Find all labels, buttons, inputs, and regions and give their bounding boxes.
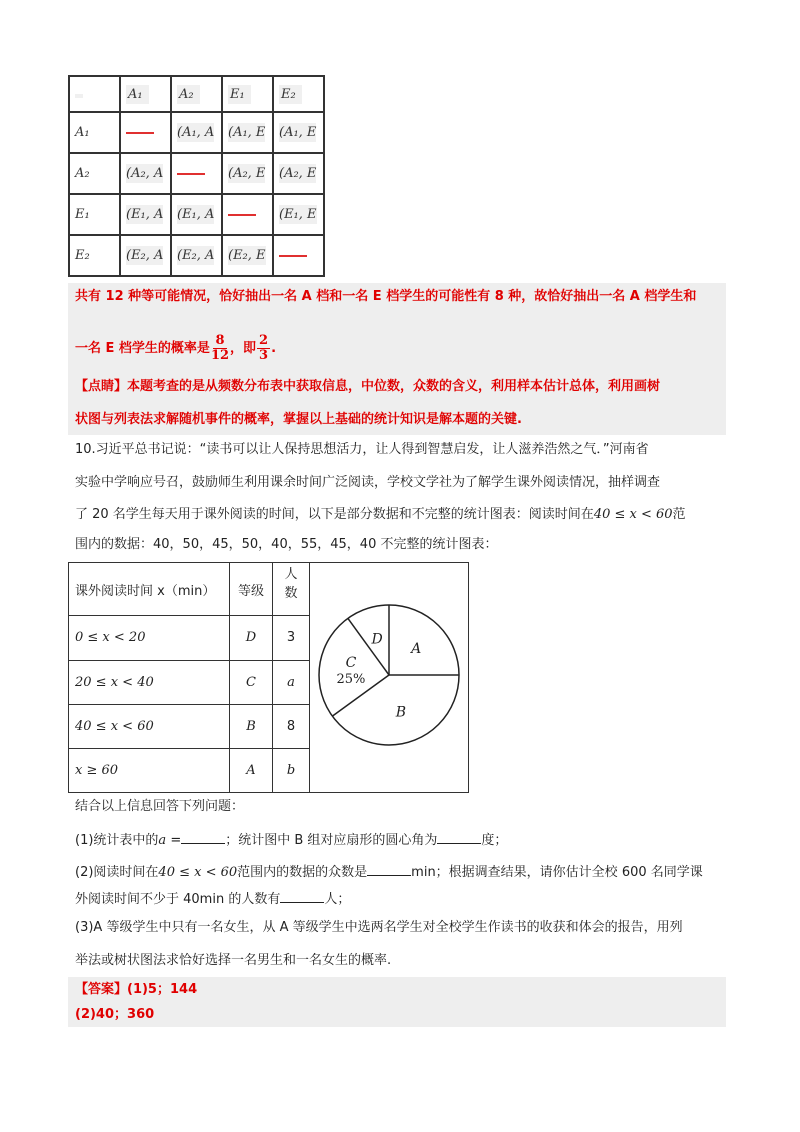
answer-blank	[280, 888, 324, 903]
range-expression: 40 ≤ x < 60	[593, 507, 673, 522]
matrix-cell: (E₂, A	[171, 235, 222, 276]
matrix-row-header: E₁	[69, 194, 120, 235]
range-cell: x ≥ 60	[69, 748, 230, 792]
matrix-col-header: E₁	[222, 76, 273, 112]
matrix-cell: (E₂, E	[222, 235, 273, 276]
answer-2: (2)40；360	[75, 1007, 155, 1022]
pie-label-c: C	[345, 654, 357, 671]
matrix-cell	[222, 194, 273, 235]
dash-mark	[126, 132, 154, 134]
range-cell: 20 ≤ x < 40	[69, 660, 230, 704]
answer-line-1: 共有 12 种等可能情况，恰好抽出一名 A 档和一名 E 档学生的可能性有 8 种，故恰好抽出一名 A 档学生和	[75, 289, 697, 304]
sub-question-3-line-2: 举法或树状图法求恰好选择一名男生和一名女生的概率.	[75, 953, 392, 968]
matrix-cell: (E₁, E	[273, 194, 324, 235]
pie-chart	[310, 563, 468, 788]
matrix-cell: (A₁, E	[273, 112, 324, 153]
pie-label-b: B	[395, 704, 407, 721]
question-line-1: 10.习近平总书记说：“读书可以让人保持思想活力，让人得到智慧启发，让人滋养浩然之气．”河南省	[75, 442, 649, 457]
comment-line-2: 状图与列表法求解随机事件的概率，掌握以上基础的统计知识是解本题的关键.	[75, 412, 522, 427]
range-cell: 40 ≤ x < 60	[69, 704, 230, 748]
sub-question-2: (2)阅读时间在40 ≤ x < 60范围内的数据的众数是 min；根据调查结果，请你估计全校 600 名同学课	[75, 861, 703, 883]
matrix-corner	[69, 76, 120, 112]
dist-header-row	[69, 563, 469, 616]
range-cell: 0 ≤ x < 20	[69, 616, 230, 660]
probability-matrix-table	[68, 75, 325, 277]
pie-percent-c: 25%	[336, 671, 366, 687]
matrix-cell: (A₂, E	[273, 153, 324, 194]
matrix-cell	[120, 112, 171, 153]
matrix-row-header: A₂	[69, 153, 120, 194]
matrix-col-header: E₂	[273, 76, 324, 112]
matrix-row	[69, 235, 324, 276]
matrix-cell: (A₁, E	[222, 112, 273, 153]
dash-mark	[228, 214, 256, 216]
matrix-cell: (A₁, A	[171, 112, 222, 153]
answer-line-2: 一名 E 档学生的概率是 $\frac{8}{12}$ ，即 $\frac{2}{3}$ .	[75, 333, 277, 363]
count-cell: b	[273, 748, 310, 792]
distribution-table	[68, 562, 469, 793]
grade-cell: D	[230, 616, 273, 660]
header-count: 人数	[273, 563, 310, 616]
sub-question-3-line-1: (3)A 等级学生中只有一名女生，从 A 等级学生中选两名学生对全校学生作读书的收获和体会的报告，用列	[75, 920, 683, 935]
matrix-header-row	[69, 76, 324, 112]
question-line-4: 围内的数据：40，50，45，50，40，55，45，40 不完整的统计图表：	[75, 537, 498, 552]
answer-blank	[367, 861, 411, 876]
question-line-3: 了 20 名学生每天用于课外阅读的时间，以下是部分数据和不完整的统计图表：阅读时间在40 ≤ x < 60范	[75, 507, 686, 522]
matrix-cell	[171, 153, 222, 194]
header-time: 课外阅读时间 x（min）	[69, 563, 230, 616]
matrix-row-header: A₁	[69, 112, 120, 153]
matrix-cell: (E₂, A	[120, 235, 171, 276]
answer-blank	[181, 829, 225, 844]
matrix-row	[69, 112, 324, 153]
matrix-row-header: E₂	[69, 235, 120, 276]
count-cell: 8	[273, 704, 310, 748]
sub-question-1: (1)统计表中的a = ；统计图中 B 组对应扇形的圆心角为 度；	[75, 829, 507, 851]
matrix-row	[69, 194, 324, 235]
count-cell: 3	[273, 616, 310, 660]
pie-label-d: D	[371, 631, 383, 648]
matrix-col-header: A₂	[171, 76, 222, 112]
intro-line: 结合以上信息回答下列问题：	[75, 799, 245, 814]
question-line-2: 实验中学响应号召，鼓励师生利用课余时间广泛阅读，学校文学社为了解学生课外阅读情况，抽样调查	[75, 475, 661, 490]
matrix-cell	[273, 235, 324, 276]
pie-chart-cell	[310, 563, 469, 793]
comment-line-1: 【点睛】本题考查的是从频数分布表中获取信息，中位数，众数的含义，利用样本估计总体，利用画树	[75, 379, 661, 394]
sub-question-2-line-2: 外阅读时间不少于 40min 的人数有 人；	[75, 888, 350, 910]
grade-cell: B	[230, 704, 273, 748]
answer-blank	[437, 829, 481, 844]
dash-mark	[279, 255, 307, 257]
grade-cell: A	[230, 748, 273, 792]
matrix-col-header: A₁	[120, 76, 171, 112]
matrix-cell: (E₁, A	[120, 194, 171, 235]
matrix-cell: (A₂, E	[222, 153, 273, 194]
count-cell: a	[273, 660, 310, 704]
header-grade: 等级	[230, 563, 273, 616]
fraction-2-3: $\frac{2}{3}$	[259, 333, 269, 363]
fraction-8-12: $\frac{8}{12}$	[210, 333, 230, 363]
matrix-cell: (E₁, A	[171, 194, 222, 235]
dash-mark	[177, 173, 205, 175]
matrix-cell: (A₂, A	[120, 153, 171, 194]
matrix-row	[69, 153, 324, 194]
grade-cell: C	[230, 660, 273, 704]
pie-label-a: A	[411, 640, 422, 657]
answer-1: 【答案】(1)5；144	[75, 982, 198, 997]
